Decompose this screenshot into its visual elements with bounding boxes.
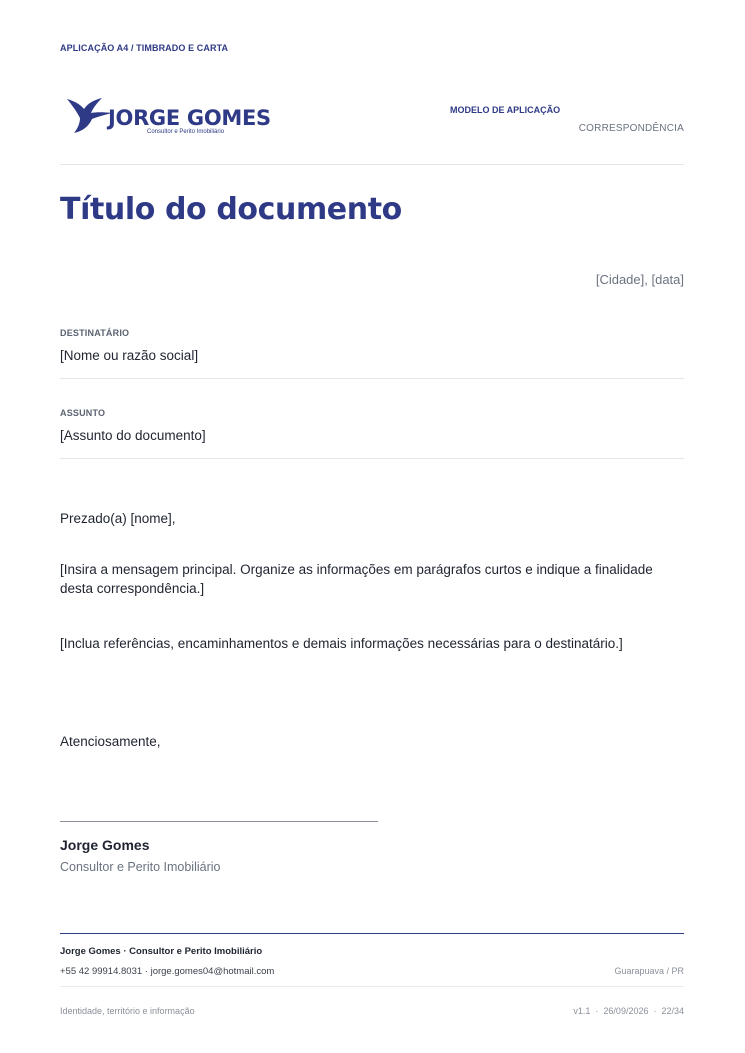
- document-title: Título do documento: [60, 192, 402, 227]
- footer-city: Guarapuava / PR: [614, 966, 684, 976]
- brand-name: JORGE GOMES: [108, 106, 271, 130]
- closing: Atenciosamente,: [60, 734, 161, 749]
- footer-contact: +55 42 99914.8031 · jorge.gomes04@hotmail.com: [60, 966, 275, 977]
- brand-tagline: Consultor e Perito Imobiliário: [147, 129, 225, 135]
- place-date: [Cidade], [data]: [595, 272, 684, 287]
- subject-value: [Assunto do documento]: [60, 428, 206, 443]
- signature-name: Jorge Gomes: [60, 837, 150, 853]
- hummingbird-logo-icon: [64, 95, 112, 135]
- version-label: v1.1: [573, 1006, 591, 1016]
- recipient-label: DESTINATÁRIO: [60, 328, 130, 338]
- brand-logo: [64, 95, 294, 140]
- model-label: MODELO DE APLICAÇÃO: [450, 105, 561, 115]
- footer-meta: v1.1 · 26/09/2026 · 22/34: [573, 1006, 684, 1016]
- recipient-value: [Nome ou razão social]: [60, 348, 199, 363]
- signature-line: [60, 821, 378, 822]
- model-value: CORRESPONDÊNCIA: [578, 123, 684, 134]
- footer-name: Jorge Gomes · Consultor e Perito Imobiliário: [60, 946, 263, 957]
- header-divider: [60, 164, 684, 165]
- footer-divider: [60, 933, 684, 934]
- signature-role: Consultor e Perito Imobiliário: [60, 860, 221, 874]
- body-paragraph: [Insira a mensagem principal. Organize as informações em parágrafos curtos e indique a finalidade desta correspondência.]: [60, 562, 653, 596]
- footer-subdivider: [60, 986, 684, 987]
- body-paragraph: [Inclua referências, encaminhamentos e demais informações necessárias para o destinatário.]: [60, 636, 623, 651]
- subject-label: ASSUNTO: [60, 408, 106, 418]
- recipient-divider: [60, 378, 684, 379]
- greeting: Prezado(a) [nome],: [60, 511, 176, 526]
- eyebrow-label: APLICAÇÃO A4 / TIMBRADO E CARTA: [60, 43, 229, 53]
- footer-tagline: Identidade, território e informação: [60, 1006, 195, 1016]
- subject-divider: [60, 458, 684, 459]
- footer-date: 26/09/2026: [603, 1006, 649, 1016]
- page-number: 22/34: [661, 1006, 684, 1016]
